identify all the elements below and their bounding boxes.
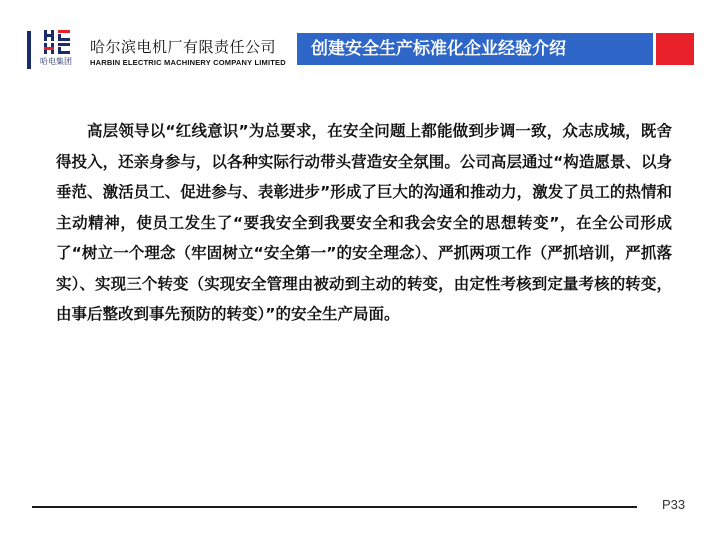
title-accent-block — [656, 33, 694, 65]
company-name-chinese: 哈尔滨电机厂有限责任公司 — [90, 38, 277, 56]
page-number: P33 — [662, 497, 686, 512]
company-name-english: HARBIN ELECTRIC MACHINERY COMPANY LIMITED — [90, 58, 286, 67]
logo-accent-bar — [27, 31, 31, 69]
body-paragraph: 高层领导以“红线意识”为总要求，在安全问题上都能做到步调一致，众志成城，既舍得投入，还亲身参与，以各种实际行动带头营造安全氛围。公司高层通过“构造愿景、以身垂范、激活员工、促进参与、表彰进步”形成了巨大的沟通和推动力，激发了员工的热情和主动精神，使员工发生了“要我安全到我要安全和我会安全的思想转变”，在全公司形成了“树立一个理念（牢固树立“安全第一”的安全理念）、严抓两项工作（严抓培训，严抓落实）、实现三个转变（实现安全管理由被动到主动的转变，由定性考核到定量考核的转变，由事后整改到事先预防的转变）”的安全生产局面。 — [56, 122, 672, 323]
slide-header — [0, 0, 720, 80]
slide-title: 创建安全生产标准化企业经验介绍 — [297, 33, 653, 65]
footer-divider — [32, 506, 637, 508]
logo-caption: 哈电集团 — [40, 57, 72, 66]
harbin-electric-logo-icon — [44, 30, 72, 54]
